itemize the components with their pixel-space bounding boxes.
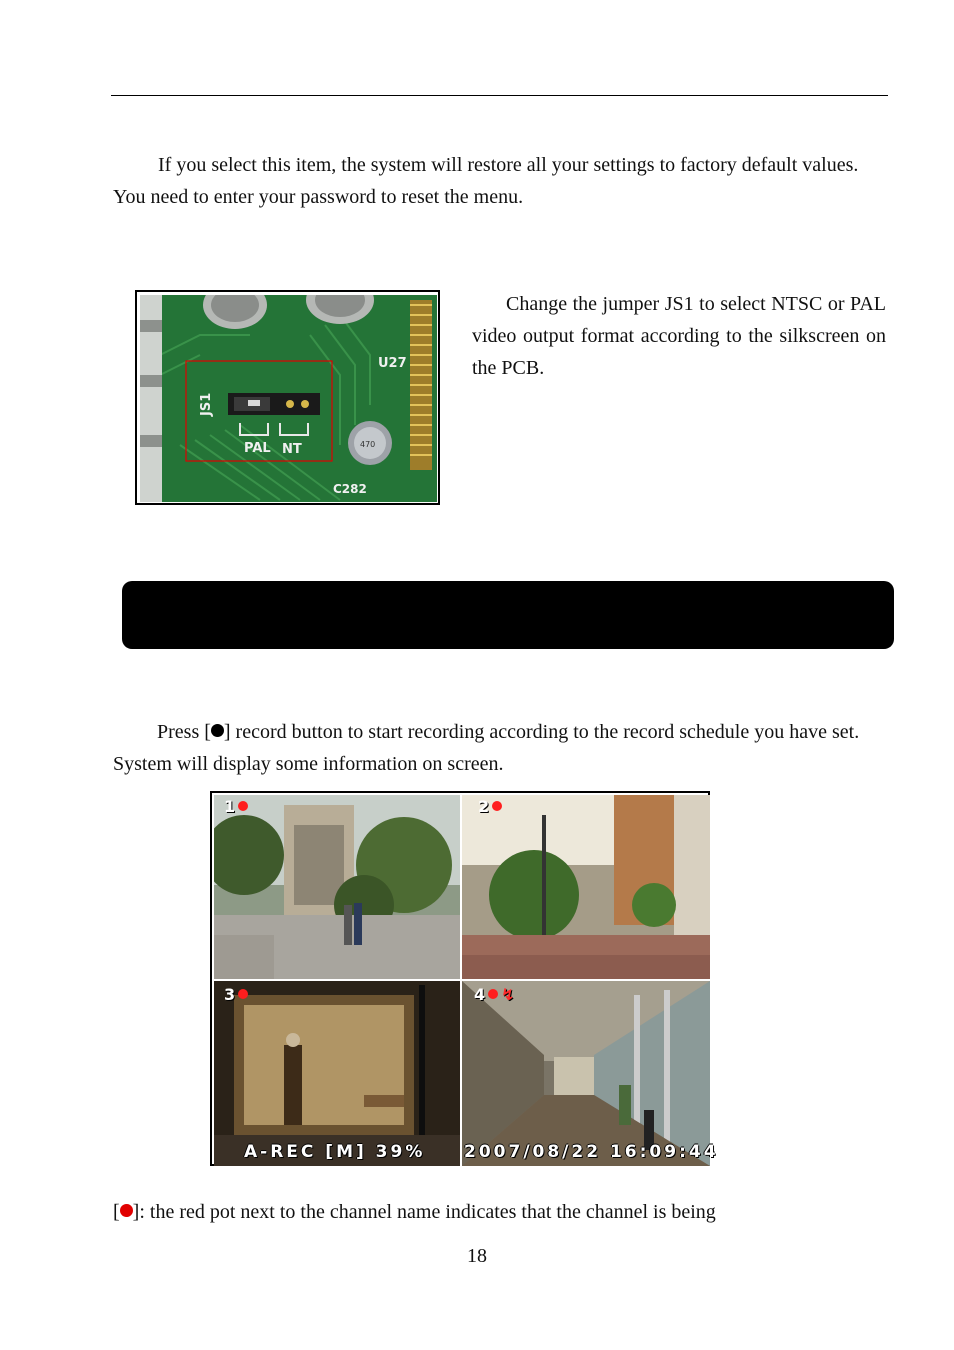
record-indicator-icon	[492, 801, 502, 811]
dvr-quad-screen	[210, 791, 719, 1166]
svg-text:470: 470	[360, 440, 376, 449]
record-intro	[113, 716, 883, 780]
channel-label-4: 4 ↯	[474, 985, 515, 1004]
record-indicator-icon	[238, 989, 248, 999]
record-indicator-icon	[238, 801, 248, 811]
camera-view-2	[462, 795, 710, 979]
camera-view-3	[214, 981, 460, 1166]
reset-description: If you select this item, the system will restore all your settings to factory default values. You need to enter your password to reset the menu.	[113, 154, 859, 208]
record-legend-after: ]: the red pot next to the channel name indicates that the channel is being	[132, 1201, 716, 1223]
header-rule	[111, 95, 888, 96]
pcb-jumper-photo	[135, 290, 440, 505]
channel-label-1: 1	[224, 797, 248, 816]
record-intro-after: ] record button to start recording according to the record schedule you have set. System will display some information on screen.	[113, 721, 860, 775]
motion-icon: ↯	[501, 985, 515, 1004]
datetime-readout: 2007/08/22 16:09:44	[464, 1142, 719, 1162]
jumper-description: Change the jumper JS1 to select NTSC or PAL video output format according to the silkscreen on the PCB.	[472, 293, 886, 379]
pcb-label-pal: PAL	[244, 441, 271, 456]
section-banner	[122, 581, 894, 649]
pcb-label-nt: NT	[282, 442, 302, 457]
pcb-label-js1: JS1	[199, 392, 214, 416]
page-number: 18	[467, 1245, 487, 1267]
record-intro-before: Press [	[157, 721, 211, 743]
channel-label-3: 3	[224, 985, 248, 1004]
camera-view-4	[462, 981, 710, 1166]
record-button-icon	[211, 724, 224, 737]
camera-view-1	[214, 795, 460, 979]
pcb-label-u27: U27	[378, 356, 407, 371]
record-status-readout: A-REC [M] 39%	[244, 1142, 426, 1162]
red-dot-icon	[120, 1204, 133, 1217]
record-legend	[113, 1196, 883, 1228]
record-legend-before: [	[113, 1201, 120, 1223]
record-indicator-icon	[488, 989, 498, 999]
channel-label-2: 2	[478, 797, 502, 816]
pcb-label-c282: C282	[333, 482, 367, 496]
